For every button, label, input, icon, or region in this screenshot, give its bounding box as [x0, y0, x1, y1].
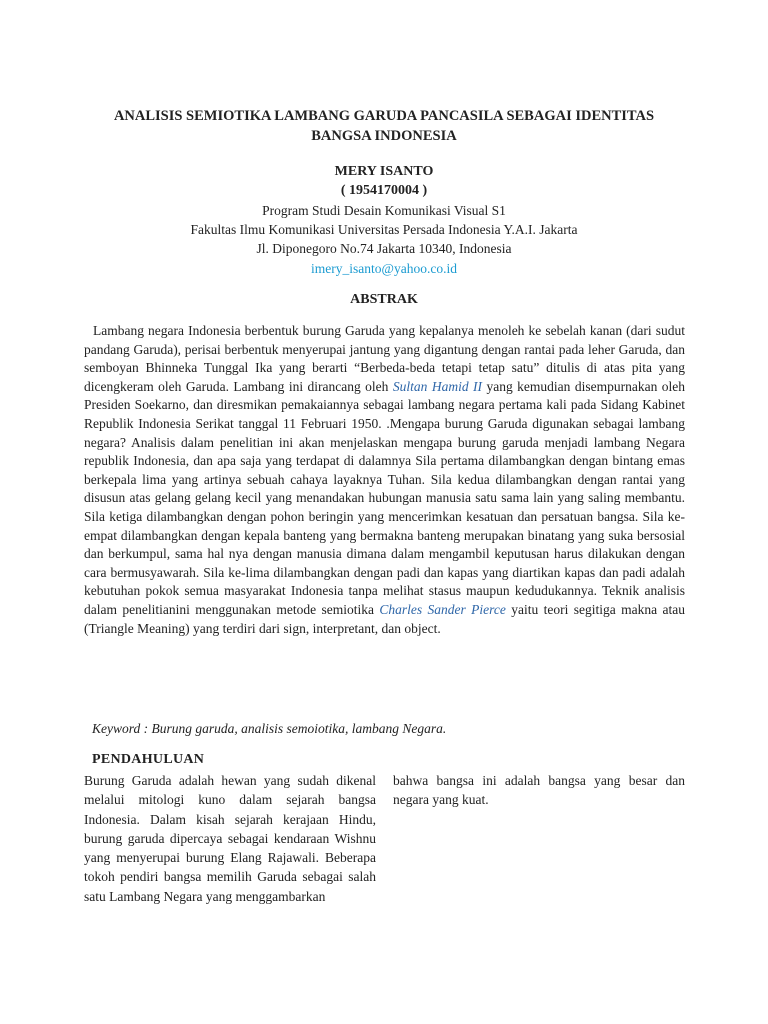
paper-title	[84, 106, 684, 146]
study-program: Program Studi Desain Komunikasi Visual S1	[262, 203, 506, 218]
faculty: Fakultas Ilmu Komunikasi Universitas Persada Indonesia Y.A.I. Jakarta	[190, 222, 578, 237]
abstract-person-2: Charles Sander Pierce	[379, 601, 506, 617]
abstract-heading: ABSTRAK	[350, 292, 418, 307]
address: Jl. Diponegoro No.74 Jakarta 10340, Indonesia	[256, 241, 512, 256]
email-link-wrapper	[84, 261, 684, 277]
student-id: ( 1954170004 )	[340, 183, 428, 198]
introduction-right-column: bahwa bangsa ini adalah bangsa yang besar dan negara yang kuat.	[393, 773, 685, 808]
abstract-person-1: Sultan Hamid II	[392, 378, 483, 394]
abstract-text-2: yang kemudian disempurnakan oleh Presiden Soekarno, dan diresmikan pemakaiannya sebagai lambang negara pertama kali pada Sidang Kabinet Republik Indonesia Serikat tanggal 11 Februari 1950. .Mengapa burung Garuda digunakan sebagai lambang negara? Analisis dalam penelitian ini akan menjelaskan mengapa burung garuda menjadi lambang Negara republik Indonesia, dan apa saja yang terdapat di dalamnya Sila pertama dilambangkan dengan bintang emas berkepala lima yang artinya sebuah cahaya layaknya Tuhan. Sila kedua dilambangkan dengan rantai yang disusun atas gelang gelang kecil yang menandakan hubungan manusia satu sama lain yang saling membantu. Sila ketiga dilambangkan dengan pohon beringin yang mencerimkan kesatuan dan persatuan bangsa. Sila ke-empat dilambangkan dengan kepala banteng yang bermakna banteng merupakan binatang yang suka bersosial dan berkumpul, sama hal nya dengan manusia dimana dalam mengambil keputusan harus dilakukan dengan cara bermusyawarah. Sila ke-lima dilambangkan dengan padi dan kapas yang diartikan kapas dan padi adalah kebutuhan pokok semua masyarakat Indonesia tanpa melihat stasus maupun kedudukannya. Teknik analisis dalam penelitianini menggunakan metode semiotika	[84, 378, 686, 617]
author-name: MERY ISANTO	[334, 164, 434, 179]
email-link[interactable]: imery_isanto@yahoo.co.id	[311, 261, 457, 276]
abstract-text-1: Lambang negara Indonesia berbentuk burung Garuda yang kepalanya menoleh ke sebelah kanan (dari sudut pandang Garuda), perisai berbentuk menyerupai jantung yang digantung dengan rantai pada leher Garuda, dan semboyan Bhinneka Tunggal Ika yang berarti “Berbeda-beda tetapi tetap satu” ditulis di atas pita yang dicengkeram oleh Garuda. Lambang ini dirancang oleh	[84, 323, 685, 394]
introduction-left-column: Burung Garuda adalah hewan yang sudah dikenal melalui mitologi kuno dalam sejarah bangsa Indonesia. Dalam kisah sejarah kerajaan Hindu, burung garuda dipercaya sebagai kendaraan Wishnu yang menyerupai burung Elang Rajawali. Beberapa tokoh pendiri bangsa memilih Garuda sebagai salah satu Lambang Negara yang menggambarkan	[84, 773, 376, 904]
paper-title-line-1: ANALISIS SEMIOTIKA LAMBANG GARUDA PANCASILA SEBAGAI IDENTITAS	[113, 108, 655, 124]
paper-title-line-2: BANGSA INDONESIA	[311, 128, 457, 144]
keywords: Keyword : Burung garuda, analisis semoiotika, lambang Negara.	[92, 721, 447, 736]
abstract-text-3: yaitu teori segitiga makna atau (Triangle Meaning) yang terdiri dari sign, interpretant, dan object.	[84, 601, 685, 636]
abstract-body	[84, 322, 685, 638]
introduction-heading: PENDAHULUAN	[92, 752, 205, 767]
